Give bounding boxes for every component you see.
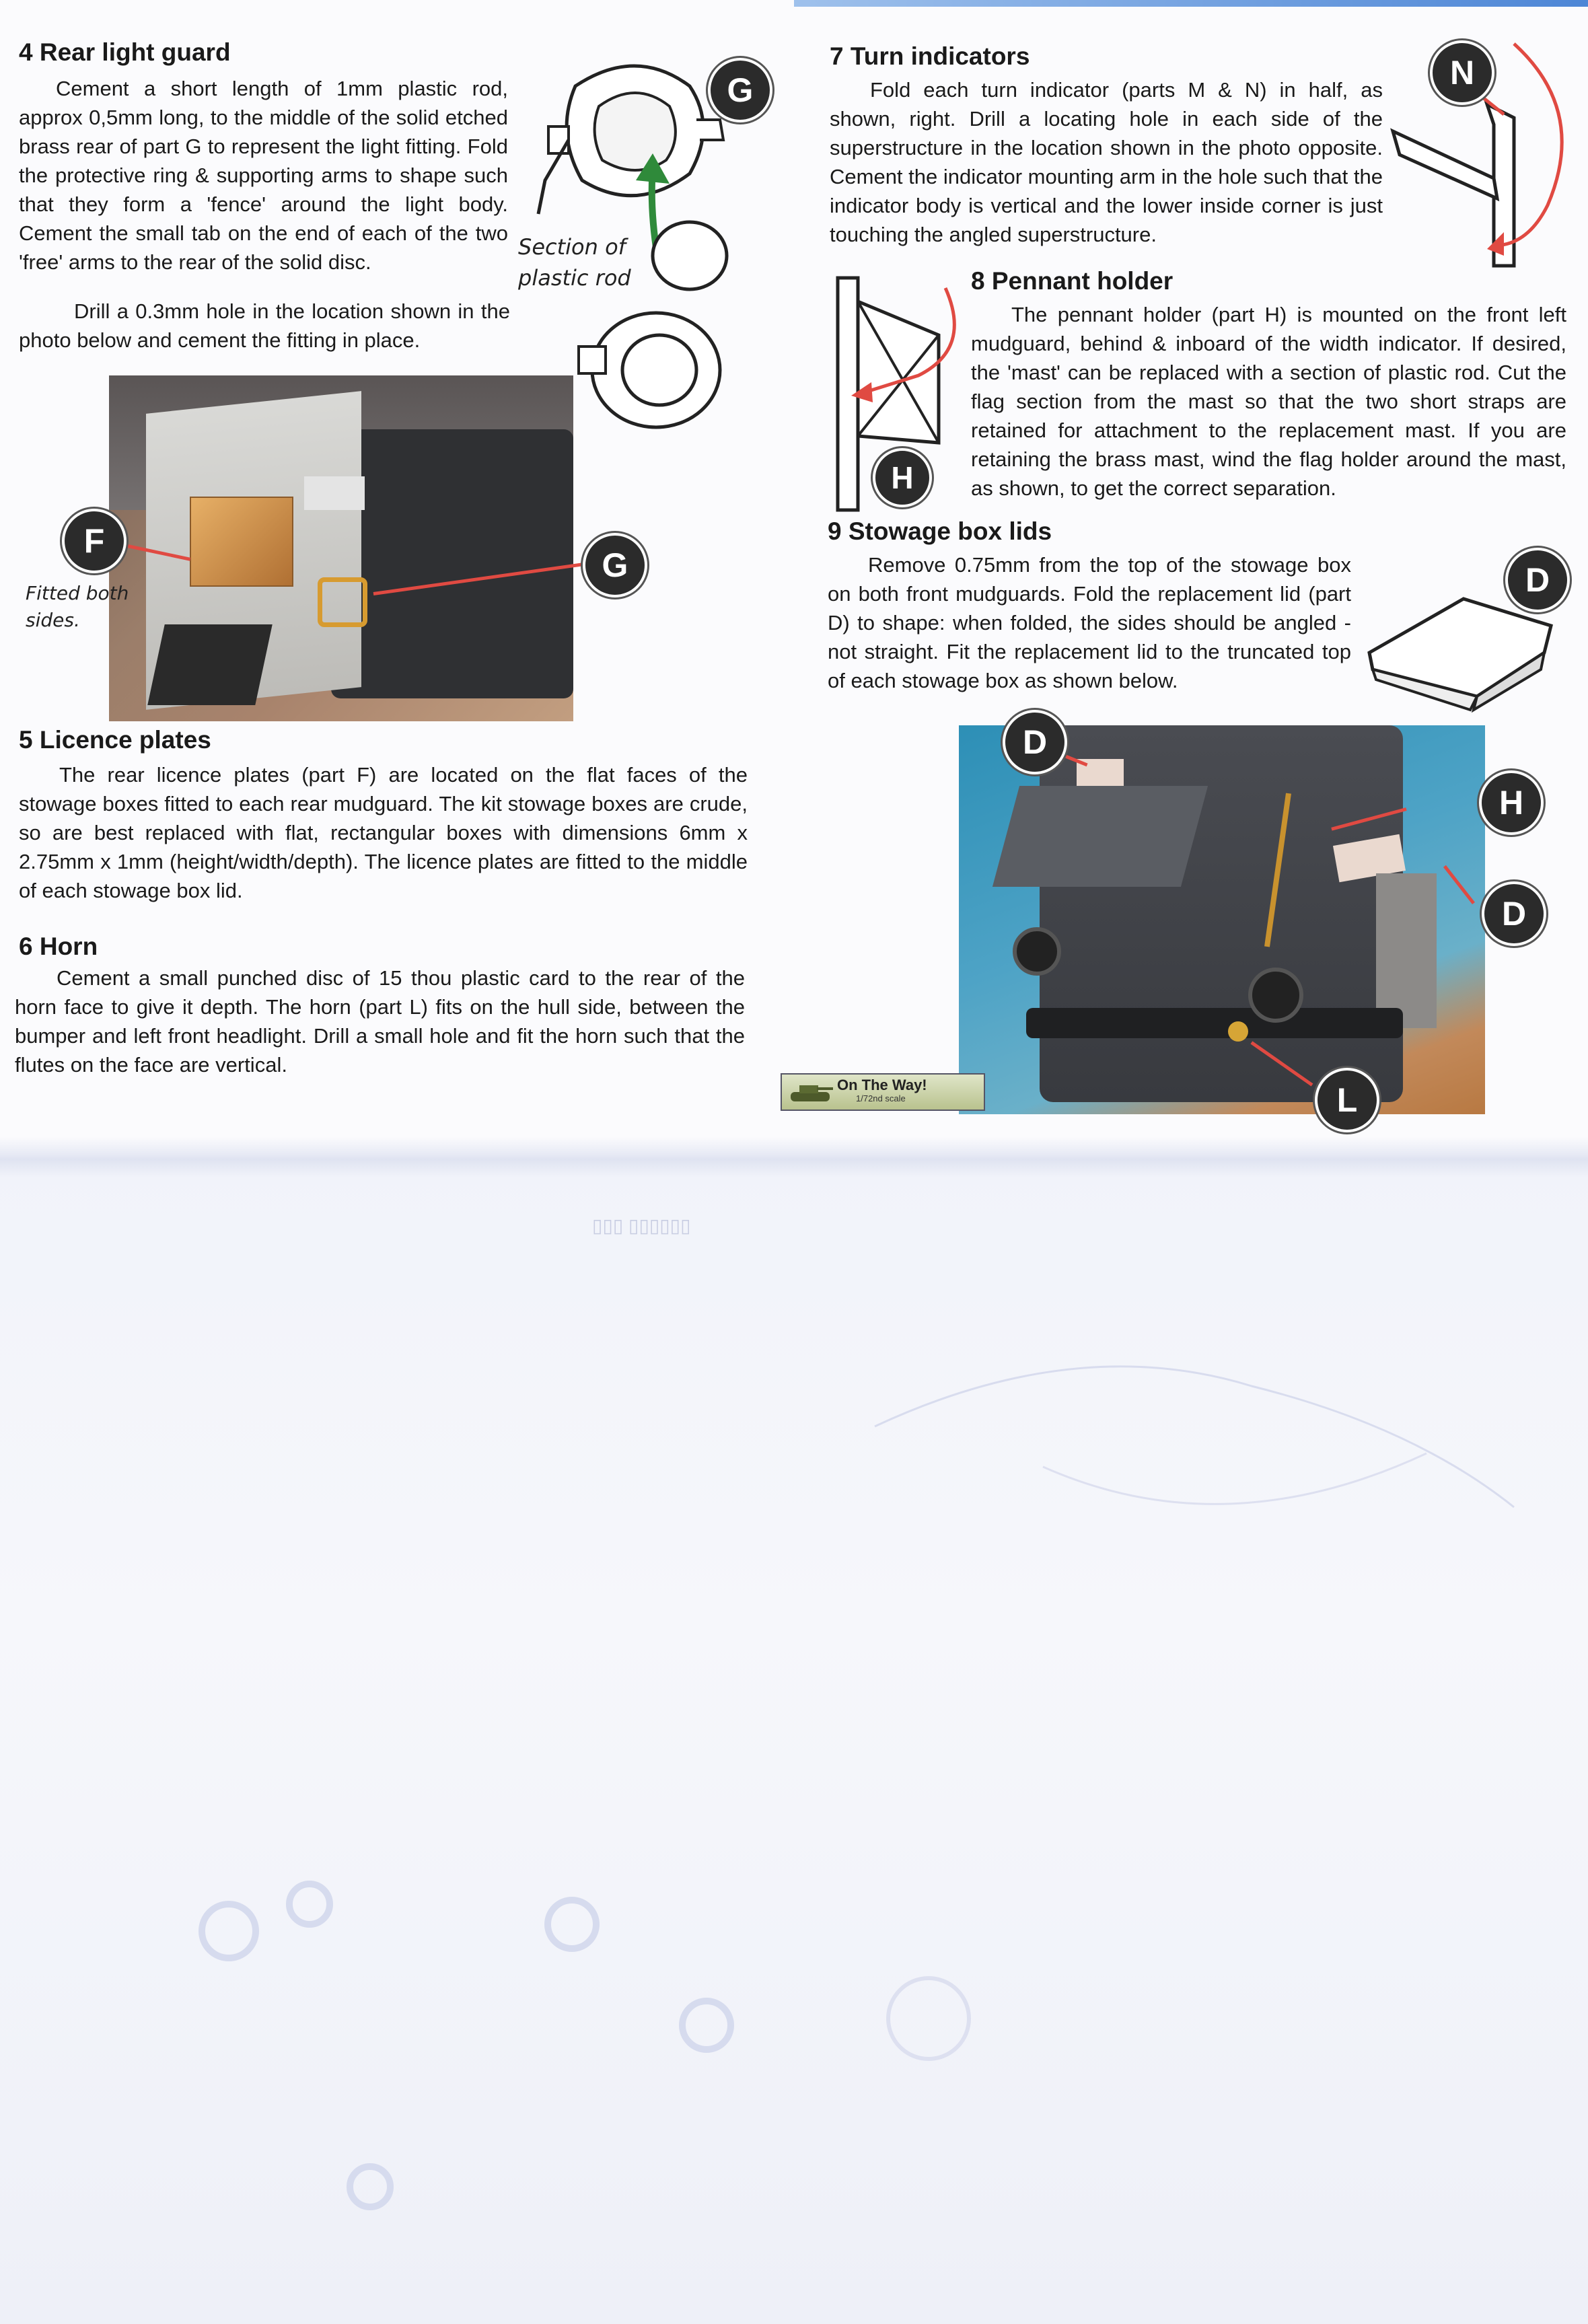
show-through-dots: [168, 1850, 774, 2254]
callout-l-photo: L: [1315, 1068, 1379, 1132]
page-fold: [0, 1137, 1588, 1177]
logo-scale: 1/72nd scale: [856, 1093, 906, 1103]
section-5-title: 5 Licence plates: [19, 726, 211, 754]
section-9-title: 9 Stowage box lids: [828, 517, 1052, 545]
show-through-text: ▯▯▯▯▯▯ ▯▯▯: [592, 1215, 691, 1236]
callout-f: F: [62, 509, 127, 573]
callout-h: H: [873, 448, 932, 507]
rear-light-photo: [109, 375, 573, 721]
section-4-title: 4 Rear light guard: [19, 38, 231, 66]
section-4-text: Cement a short length of 1mm plastic rod, approx 0,5mm long, to the middle of the solid etched brass rear of part G to represent the light fitting. Fold the protective ring & supporting arms to shape such that they form a 'fence' around the light body. Cement the small tab on the end of each of the two 'free' arms to the rear of the solid disc.: [19, 77, 508, 274]
tank-icon: [787, 1080, 834, 1104]
section-8-title: 8 Pennant holder: [971, 267, 1174, 295]
callout-g-sketch: G: [708, 58, 772, 122]
callout-d-sketch: D: [1505, 548, 1570, 612]
stowage-box-photo: [959, 725, 1485, 1114]
section-4-drill-text: Drill a 0.3mm hole in the location shown in the photo below and cement the fitting in place.: [19, 299, 510, 352]
section-9-text: Remove 0.75mm from the top of the stowage box on both front mudguards. Fold the replacement lid (part D) to shape: when folded, the sides should be angled - not straight. Fit the replacement lid to the truncated top of each stowage box as shown below.: [828, 553, 1351, 692]
top-color-bar: [794, 0, 1588, 7]
section-6-text: Cement a small punched disc of 15 thou plastic card to the rear of the horn face to give it depth. The horn (part L) fits on the hull side, between the bumper and left front headlight. Drill a small hole and fit the horn such that the flutes on the face are vertical.: [15, 966, 745, 1077]
assembled-guard-sketch: [572, 303, 727, 437]
section-7-text: Fold each turn indicator (parts M & N) in half, as shown, right. Drill a locating hole in each side of the superstructure in the location shown in the photo opposite. Cement the indicator mounting arm in the hole such that the indicator body is vertical and the lower inside corner is just touching the angled superstructure.: [830, 78, 1383, 246]
callout-d-photo-2: D: [1482, 881, 1546, 946]
callout-h-photo: H: [1479, 770, 1544, 835]
section-8-text: The pennant holder (part H) is mounted on the front left mudguard, behind & inboard of the width indicator. If desired, the 'mast' can be replaced with a section of plastic rod. Cut the flag section from the mast so that the two short straps are retained for attachment to the replacement mast. If you are retaining the brass mast, wind the flag holder around the mast, as shown, to get the correct separation.: [971, 303, 1566, 500]
photo-note: Fitted both sides.: [26, 582, 129, 631]
show-through-sketch: [875, 1346, 1548, 1951]
plastic-rod-sketch: [646, 215, 733, 296]
callout-d-photo-1: D: [1003, 710, 1067, 774]
on-the-way-logo: [781, 1073, 985, 1111]
section-6-title: 6 Horn: [19, 933, 98, 960]
callout-n: N: [1430, 40, 1494, 105]
section-7-title: 7 Turn indicators: [830, 42, 1030, 70]
sketch-note: Section of plastic rod: [518, 234, 631, 291]
section-5-text: The rear licence plates (part F) are located on the flat faces of the stowage boxes fitted to each rear mudguard. The kit stowage boxes are crude, so are best replaced with flat, rectangular boxes with dimensions 6mm x 2.75mm x 1mm (height/width/depth). The licence plates are fitted to the middle of each stowage box lid.: [19, 763, 748, 902]
logo-title: On The Way!: [837, 1077, 927, 1093]
callout-g-photo: G: [583, 533, 647, 597]
